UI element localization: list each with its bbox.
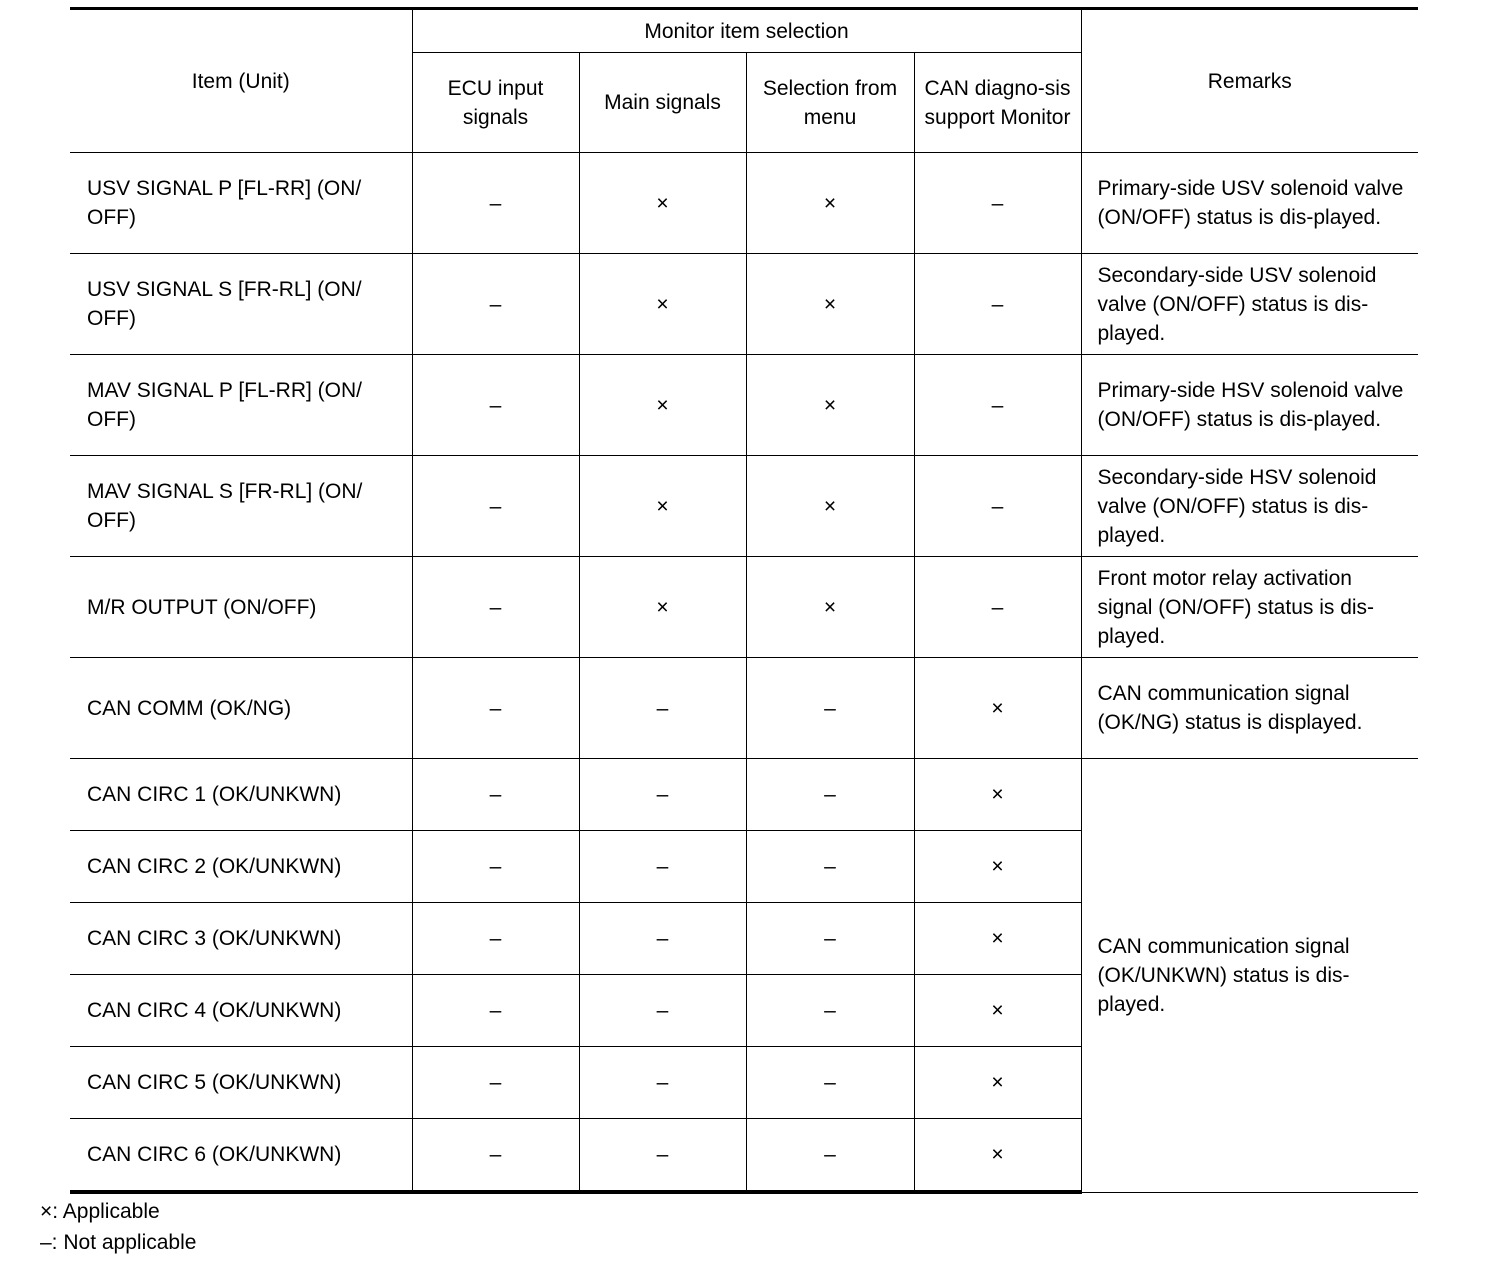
main-signals-mark: × <box>579 355 746 456</box>
ecu-input-mark: – <box>412 456 579 557</box>
remarks-cell: Secondary-side HSV solenoid valve (ON/OFF) status is dis-played. <box>1081 456 1418 557</box>
main-signals-mark: × <box>579 557 746 658</box>
item-cell: CAN CIRC 2 (OK/UNKWN) <box>70 831 412 903</box>
table-row <box>70 456 1418 557</box>
table-row <box>70 153 1418 254</box>
selection-from-menu-mark: × <box>746 355 914 456</box>
legend-not-applicable: –: Not applicable <box>40 1231 197 1254</box>
selection-from-menu-mark: – <box>746 1047 914 1119</box>
table-row <box>70 658 1418 759</box>
can-diagnosis-mark: – <box>914 557 1081 658</box>
can-circ-remarks-cell: CAN communication signal (OK/UNKWN) status is dis-played. <box>1081 759 1418 1193</box>
item-cell: CAN CIRC 4 (OK/UNKWN) <box>70 975 412 1047</box>
ecu-input-mark: – <box>412 153 579 254</box>
item-cell: USV SIGNAL P [FL-RR] (ON/ OFF) <box>70 153 412 254</box>
header-main-signals: Main signals <box>579 53 746 153</box>
selection-from-menu-mark: × <box>746 557 914 658</box>
item-cell: USV SIGNAL S [FR-RL] (ON/ OFF) <box>70 254 412 355</box>
ecu-input-mark: – <box>412 557 579 658</box>
can-diagnosis-mark: × <box>914 759 1081 831</box>
can-diagnosis-mark: × <box>914 831 1081 903</box>
ecu-input-mark: – <box>412 1047 579 1119</box>
remarks-cell: Secondary-side USV solenoid valve (ON/OFF) status is dis-played. <box>1081 254 1418 355</box>
item-cell: CAN CIRC 6 (OK/UNKWN) <box>70 1119 412 1193</box>
ecu-input-mark: – <box>412 759 579 831</box>
item-cell: MAV SIGNAL P [FL-RR] (ON/ OFF) <box>70 355 412 456</box>
header-remarks: Remarks <box>1081 9 1418 153</box>
selection-from-menu-mark: × <box>746 254 914 355</box>
selection-from-menu-mark: – <box>746 903 914 975</box>
can-diagnosis-mark: – <box>914 456 1081 557</box>
ecu-input-mark: – <box>412 254 579 355</box>
table-row <box>70 557 1418 658</box>
header-ecu-input-signals: ECU input signals <box>412 53 579 153</box>
main-signals-mark: – <box>579 759 746 831</box>
remarks-cell: Front motor relay activation signal (ON/OFF) status is dis-played. <box>1081 557 1418 658</box>
can-diagnosis-mark: – <box>914 355 1081 456</box>
ecu-input-mark: – <box>412 831 579 903</box>
selection-from-menu-mark: – <box>746 658 914 759</box>
can-diagnosis-mark: × <box>914 975 1081 1047</box>
item-cell: CAN CIRC 5 (OK/UNKWN) <box>70 1047 412 1119</box>
ecu-input-mark: – <box>412 903 579 975</box>
main-signals-mark: – <box>579 831 746 903</box>
main-signals-mark: × <box>579 456 746 557</box>
main-signals-mark: × <box>579 153 746 254</box>
item-cell: CAN CIRC 1 (OK/UNKWN) <box>70 759 412 831</box>
header-selection-from-menu: Selection from menu <box>746 53 914 153</box>
header-item-unit: Item (Unit) <box>70 9 412 153</box>
can-diagnosis-mark: × <box>914 1119 1081 1193</box>
table-row <box>70 355 1418 456</box>
selection-from-menu-mark: × <box>746 153 914 254</box>
main-signals-mark: – <box>579 1047 746 1119</box>
table-row <box>70 254 1418 355</box>
ecu-input-mark: – <box>412 975 579 1047</box>
main-signals-mark: × <box>579 254 746 355</box>
selection-from-menu-mark: – <box>746 1119 914 1193</box>
main-signals-mark: – <box>579 1119 746 1193</box>
table-row <box>70 759 1418 831</box>
ecu-input-mark: – <box>412 658 579 759</box>
can-diagnosis-mark: – <box>914 254 1081 355</box>
main-signals-mark: – <box>579 975 746 1047</box>
can-diagnosis-mark: × <box>914 903 1081 975</box>
monitor-item-table <box>70 7 1418 1194</box>
selection-from-menu-mark: – <box>746 831 914 903</box>
remarks-cell: Primary-side USV solenoid valve (ON/OFF) status is dis-played. <box>1081 153 1418 254</box>
remarks-cell: CAN communication signal (OK/NG) status is displayed. <box>1081 658 1418 759</box>
selection-from-menu-mark: – <box>746 759 914 831</box>
main-signals-mark: – <box>579 658 746 759</box>
ecu-input-mark: – <box>412 1119 579 1193</box>
header-can-diagnosis-support-monitor: CAN diagno-sis support Monitor <box>914 53 1081 153</box>
ecu-input-mark: – <box>412 355 579 456</box>
selection-from-menu-mark: × <box>746 456 914 557</box>
selection-from-menu-mark: – <box>746 975 914 1047</box>
item-cell: MAV SIGNAL S [FR-RL] (ON/ OFF) <box>70 456 412 557</box>
can-diagnosis-mark: – <box>914 153 1081 254</box>
item-cell: M/R OUTPUT (ON/OFF) <box>70 557 412 658</box>
legend-applicable: ×: Applicable <box>40 1200 160 1223</box>
can-diagnosis-mark: × <box>914 658 1081 759</box>
main-signals-mark: – <box>579 903 746 975</box>
remarks-cell: Primary-side HSV solenoid valve (ON/OFF) status is dis-played. <box>1081 355 1418 456</box>
can-diagnosis-mark: × <box>914 1047 1081 1119</box>
header-monitor-item-selection: Monitor item selection <box>412 9 1081 53</box>
item-cell: CAN COMM (OK/NG) <box>70 658 412 759</box>
item-cell: CAN CIRC 3 (OK/UNKWN) <box>70 903 412 975</box>
